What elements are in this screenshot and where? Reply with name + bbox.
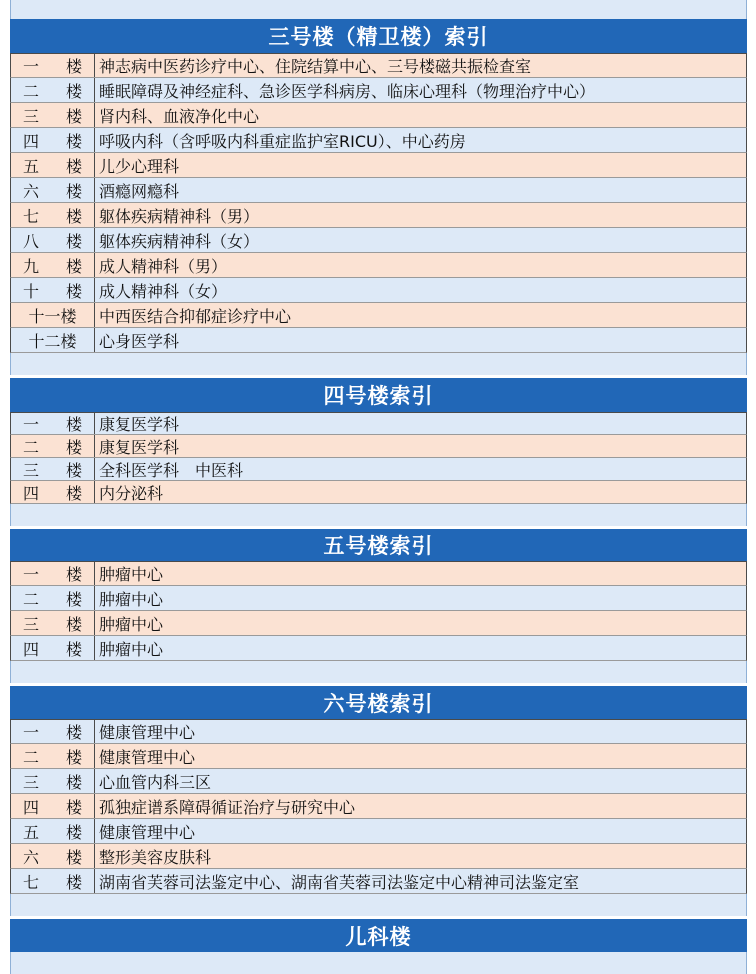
department-cell: 心身医学科 [99, 331, 180, 351]
floor-number: 三 [23, 106, 40, 126]
floor-cell [11, 203, 95, 227]
floor-cell [11, 458, 95, 480]
floor-cell [11, 844, 95, 868]
department-cell: 呼吸内科（含呼吸内科重症监护室RICU）、中心药房 [99, 131, 466, 151]
table-row [10, 435, 747, 458]
table-row [10, 458, 747, 481]
department-cell: 康复医学科 [99, 415, 180, 434]
floor-number: 三 [23, 460, 40, 480]
department-cell: 神志病中医药诊疗中心、住院结算中心、三号楼磁共振检查室 [99, 57, 532, 76]
table-row [10, 869, 747, 894]
table-row [10, 153, 747, 178]
department-cell: 躯体疾病精神科（男） [99, 206, 260, 226]
floor-number: 一 [23, 723, 40, 742]
floor-number: 二 [23, 747, 40, 767]
floor-cell [11, 636, 95, 660]
floor-unit: 楼 [65, 772, 82, 792]
section-rows-building-5 [10, 561, 747, 661]
floor-number: 四 [23, 797, 40, 817]
floor-unit: 楼 [65, 81, 82, 101]
table-row [10, 769, 747, 794]
department-cell: 内分泌科 [99, 483, 164, 503]
table-row [10, 744, 747, 769]
floor-cell [11, 103, 95, 127]
floor-cell [11, 481, 95, 503]
floor-cell [11, 435, 95, 457]
department-cell: 心血管内科三区 [99, 772, 212, 792]
floor-cell [11, 744, 95, 768]
floor-unit: 楼 [65, 256, 82, 276]
floor-cell [11, 178, 95, 202]
floor-unit: 楼 [65, 847, 82, 867]
floor-cell [11, 228, 95, 252]
table-row [10, 103, 747, 128]
floor-number: 七 [23, 872, 40, 892]
department-cell: 中西医结合抑郁症诊疗中心 [99, 306, 292, 326]
department-cell: 成人精神科（男） [99, 256, 228, 276]
department-cell: 健康管理中心 [99, 723, 196, 742]
table-row [10, 228, 747, 253]
table-row [10, 481, 747, 504]
floor-number: 二 [23, 589, 40, 609]
floor-unit: 楼 [65, 57, 82, 76]
section-spacer [10, 894, 747, 916]
floor-cell [11, 611, 95, 635]
floor-unit: 楼 [65, 747, 82, 767]
table-row [10, 253, 747, 278]
section-spacer [10, 504, 747, 526]
table-row [10, 303, 747, 328]
section-rows-building-6 [10, 719, 747, 894]
floor-unit: 楼 [65, 460, 82, 480]
department-cell: 孤独症谱系障碍循证治疗与研究中心 [99, 797, 356, 817]
department-cell: 躯体疾病精神科（女） [99, 231, 260, 251]
department-cell: 肾内科、血液净化中心 [99, 106, 260, 126]
top-spacer [10, 0, 747, 19]
table-row [10, 561, 747, 586]
floor-number: 一 [23, 415, 40, 434]
section-header-building-6: 六号楼索引 [10, 686, 747, 719]
table-row [10, 844, 747, 869]
floor-unit: 楼 [65, 437, 82, 457]
section-header-building-5: 五号楼索引 [10, 529, 747, 561]
floor-unit: 楼 [65, 281, 82, 301]
section-rows-building-3 [10, 53, 747, 353]
floor-unit: 楼 [65, 156, 82, 176]
floor-unit: 楼 [65, 822, 82, 842]
floor-cell [11, 278, 95, 302]
floor-number: 十一楼 [28, 306, 77, 326]
floor-cell [11, 253, 95, 277]
floor-number: 五 [23, 822, 40, 842]
department-cell: 肿瘤中心 [99, 565, 164, 584]
department-cell: 健康管理中心 [99, 822, 196, 842]
table-row [10, 794, 747, 819]
floor-number: 二 [23, 81, 40, 101]
floor-number: 九 [23, 256, 40, 276]
floor-cell [11, 78, 95, 102]
table-row [10, 636, 747, 661]
department-cell: 睡眠障碍及神经症科、急诊医学科病房、临床心理科（物理治疗中心） [99, 81, 596, 101]
department-cell: 肿瘤中心 [99, 614, 164, 634]
section-header-pediatrics-building: 儿科楼 [10, 919, 747, 952]
table-row [10, 611, 747, 636]
section-rows-building-4 [10, 412, 747, 504]
floor-number: 六 [23, 847, 40, 867]
floor-unit: 楼 [65, 106, 82, 126]
department-cell: 肿瘤中心 [99, 589, 164, 609]
floor-cell [11, 794, 95, 818]
floor-number: 三 [23, 772, 40, 792]
floor-cell [11, 562, 95, 585]
table-row [10, 278, 747, 303]
section-spacer [10, 661, 747, 683]
section-spacer [10, 353, 747, 375]
floor-number: 六 [23, 181, 40, 201]
floor-cell [11, 413, 95, 434]
table-row [10, 53, 747, 78]
floor-number: 十 [23, 281, 40, 301]
floor-number: 十二楼 [28, 331, 77, 351]
table-row [10, 412, 747, 435]
table-row [10, 203, 747, 228]
table-row [10, 78, 747, 103]
floor-cell [11, 328, 95, 352]
floor-cell [11, 586, 95, 610]
table-row [10, 178, 747, 203]
floor-unit: 楼 [65, 206, 82, 226]
floor-number: 四 [23, 483, 40, 503]
floor-number: 四 [23, 639, 40, 659]
building-index-document [10, 0, 747, 974]
floor-number: 二 [23, 437, 40, 457]
department-cell: 全科医学科 中医科 [99, 460, 244, 480]
floor-number: 一 [23, 57, 40, 76]
floor-cell [11, 303, 95, 327]
floor-cell [11, 153, 95, 177]
floor-unit: 楼 [65, 797, 82, 817]
floor-number: 七 [23, 206, 40, 226]
floor-number: 八 [23, 231, 40, 251]
floor-cell [11, 128, 95, 152]
table-row [10, 819, 747, 844]
floor-cell [11, 819, 95, 843]
floor-unit: 楼 [65, 589, 82, 609]
section-header-building-4: 四号楼索引 [10, 378, 747, 412]
table-row [10, 328, 747, 353]
bottom-spacer [10, 952, 747, 974]
floor-number: 三 [23, 614, 40, 634]
floor-number: 四 [23, 131, 40, 151]
floor-cell [11, 54, 95, 77]
floor-unit: 楼 [65, 131, 82, 151]
floor-unit: 楼 [65, 614, 82, 634]
department-cell: 酒瘾网瘾科 [99, 181, 180, 201]
table-row [10, 586, 747, 611]
department-cell: 成人精神科（女） [99, 281, 228, 301]
department-cell: 整形美容皮肤科 [99, 847, 212, 867]
department-cell: 康复医学科 [99, 437, 180, 457]
table-row [10, 719, 747, 744]
section-header-building-3: 三号楼（精卫楼）索引 [10, 19, 747, 53]
floor-cell [11, 869, 95, 893]
department-cell: 儿少心理科 [99, 156, 180, 176]
floor-unit: 楼 [65, 415, 82, 434]
floor-unit: 楼 [65, 723, 82, 742]
floor-cell [11, 720, 95, 743]
department-cell: 肿瘤中心 [99, 639, 164, 659]
floor-unit: 楼 [65, 872, 82, 892]
table-row [10, 128, 747, 153]
floor-unit: 楼 [65, 565, 82, 584]
floor-unit: 楼 [65, 639, 82, 659]
floor-unit: 楼 [65, 181, 82, 201]
floor-unit: 楼 [65, 483, 82, 503]
department-cell: 健康管理中心 [99, 747, 196, 767]
floor-unit: 楼 [65, 231, 82, 251]
floor-cell [11, 769, 95, 793]
floor-number: 一 [23, 565, 40, 584]
department-cell: 湖南省芙蓉司法鉴定中心、湖南省芙蓉司法鉴定中心精神司法鉴定室 [99, 872, 580, 892]
floor-number: 五 [23, 156, 40, 176]
